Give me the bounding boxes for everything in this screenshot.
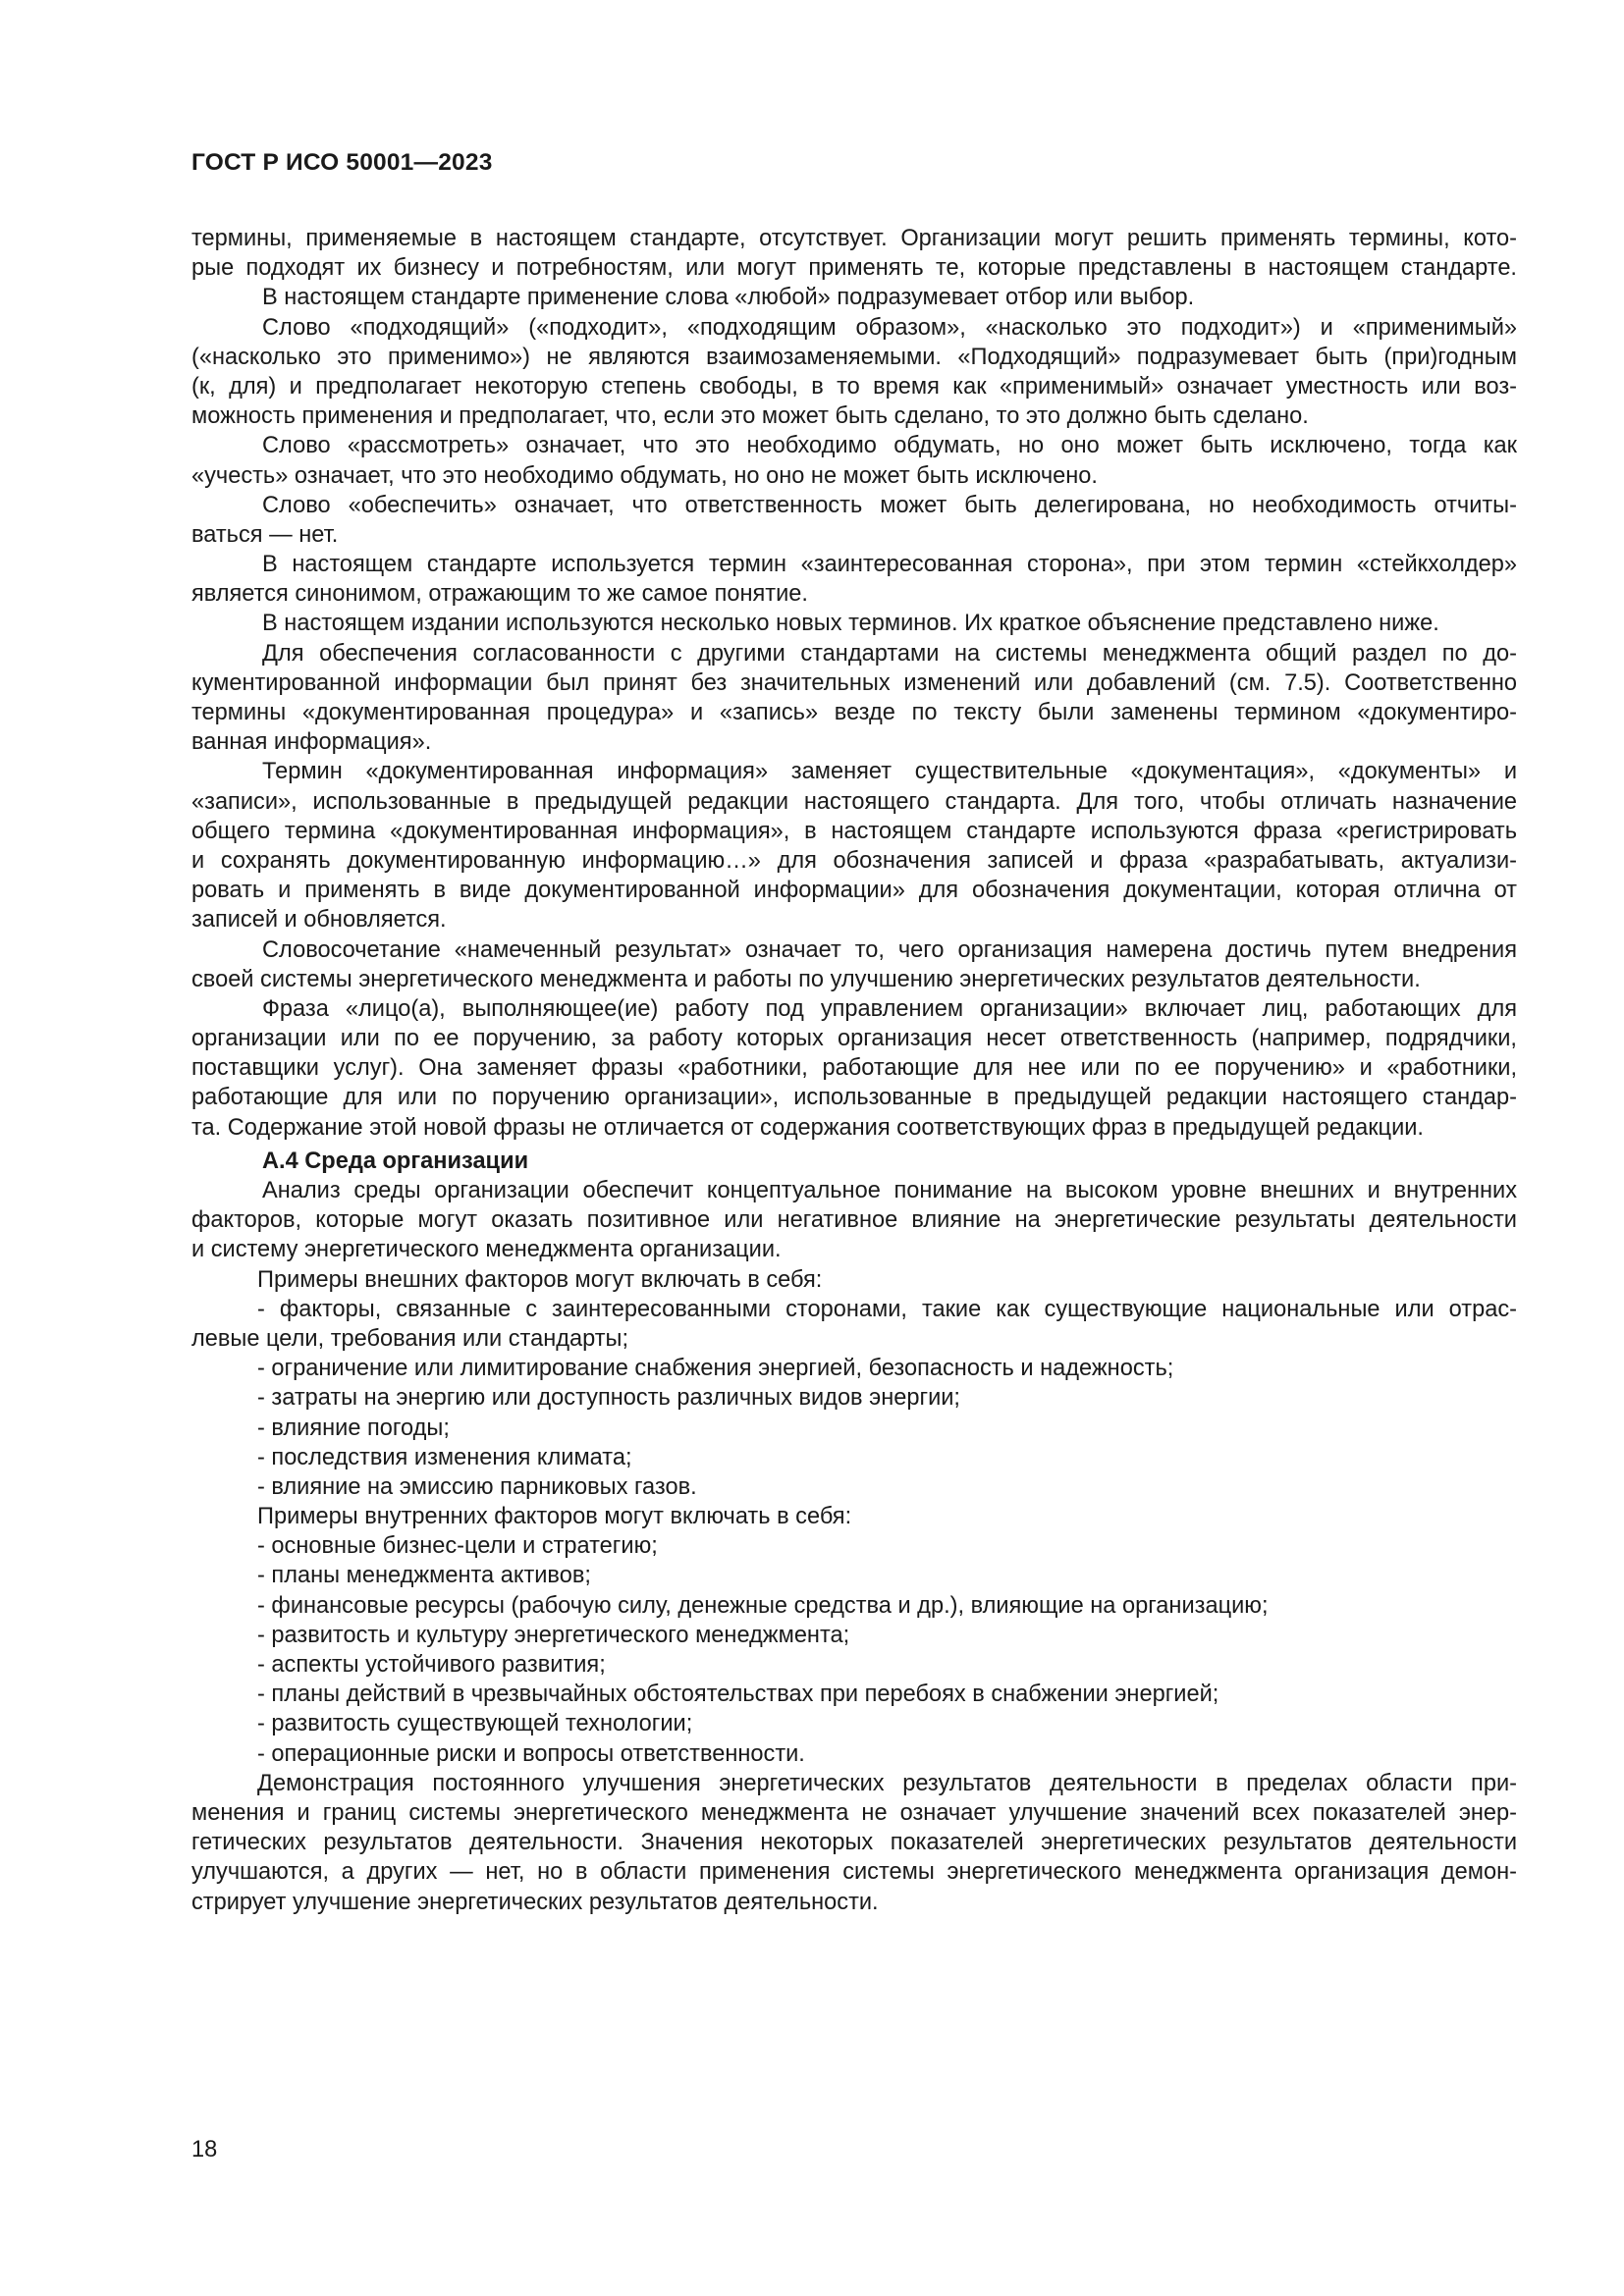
text-line: Слово «обеспечить» означает, что ответственность может быть делегирована, но необходимость отчиты- xyxy=(262,492,1517,518)
list-item: - развитость и культуру энергетического менеджмента; xyxy=(257,1622,850,1648)
list-item: - финансовые ресурсы (рабочую силу, денежные средства и др.), влияющие на организацию; xyxy=(257,1592,1269,1619)
text-line: термины, применяемые в настоящем стандарте, отсутствует. Организации могут решить применять термины, кото- xyxy=(191,226,1517,251)
text-line: Для обеспечения согласованности с другими стандартами на системы менеджмента общий раздел по до- xyxy=(262,640,1517,667)
text-line: В настоящем издании используются несколько новых терминов. Их краткое объяснение представлено ниже. xyxy=(262,611,1439,637)
list-item: - затраты на энергию или доступность различных видов энергии; xyxy=(257,1385,960,1412)
section-heading: А.4 Среда организации xyxy=(262,1148,529,1174)
text-line: является синонимом, отражающим то же самое понятие. xyxy=(191,581,808,608)
text-line: «учесть» означает, что это необходимо обдумать, но оно не может быть исключено. xyxy=(191,462,1098,489)
text-line: стрирует улучшение энергетических результатов деятельности. xyxy=(191,1889,879,1915)
text-line: В настоящем стандарте используется термин «заинтересованная сторона», при этом термин «стейкхолдер» xyxy=(262,552,1517,578)
text-line: Словосочетание «намеченный результат» означает то, чего организация намерена достичь путем внедрения xyxy=(262,936,1517,963)
text-line: Слово «подходящий» («подходит», «подходящим образом», «насколько это подходит») и «применимый» xyxy=(262,314,1517,341)
text-line: Примеры внутренних факторов могут включать в себя: xyxy=(257,1504,852,1530)
text-line: (к, для) и предполагает некоторую степень свободы, в то время как «применимый» означает уместность или воз- xyxy=(191,373,1517,400)
list-item: - планы действий в чрезвычайных обстоятельствах при перебоях в снабжении энергией; xyxy=(257,1682,1219,1708)
text-line: Термин «документированная информация» заменяет существительные «документация», «документы» и xyxy=(262,759,1517,785)
body-text xyxy=(191,224,1517,1917)
text-line: организации или по ее поручению, за работу которых организация несет ответственность (например, подрядчики, xyxy=(191,1026,1517,1052)
text-line: своей системы энергетического менеджмента и работы по улучшению энергетических результатов деятельности. xyxy=(191,966,1421,992)
text-line: записей и обновляется. xyxy=(191,907,447,934)
text-line: «записи», использованные в предыдущей редакции настоящего стандарта. Для того, чтобы отличать назначение xyxy=(191,788,1517,815)
list-item: - аспекты устойчивого развития; xyxy=(257,1652,606,1678)
list-item: - операционные риски и вопросы ответственности. xyxy=(257,1740,805,1767)
text-line: Слово «рассмотреть» означает, что это необходимо обдумать, но оно может быть исключено, тогда как xyxy=(262,433,1517,459)
text-line: Примеры внешних факторов могут включать в себя: xyxy=(257,1266,823,1293)
page-header: ГОСТ Р ИСО 50001—2023 xyxy=(191,149,493,176)
text-line: можность применения и предполагает, что, если это может быть сделано, то это должно быть сделано. xyxy=(191,403,1309,430)
text-line: кументированной информации был принят без значительных изменений или добавлений (см. 7.5). Соответственно xyxy=(191,669,1517,696)
text-line: термины «документированная процедура» и «запись» везде по тексту были заменены термином «документиро- xyxy=(191,700,1517,725)
text-line: Фраза «лицо(а), выполняющее(ие) работу под управлением организации» включает лиц, работающих для xyxy=(262,995,1517,1022)
text-line: та. Содержание этой новой фразы не отличается от содержания соответствующих фраз в предыдущей редакции. xyxy=(191,1114,1424,1141)
text-line: ваться — нет. xyxy=(191,521,339,548)
text-line: и сохранять документированную информацию…» для обозначения записей и фраза «разрабатывать, актуализи- xyxy=(191,847,1517,874)
text-line: гетических результатов деятельности. Значения некоторых показателей энергетических результатов деятельности xyxy=(191,1830,1517,1856)
text-line: ванная информация». xyxy=(191,729,432,756)
text-line: общего термина «документированная информация», в настоящем стандарте используются фраза «регистрировать xyxy=(191,818,1517,844)
list-item: - влияние погоды; xyxy=(257,1415,450,1441)
list-item: - влияние на эмиссию парниковых газов. xyxy=(257,1473,697,1500)
text-line: поставщики услуг). Она заменяет фразы «работники, работающие для нее или по ее поручению» и «работники, xyxy=(191,1055,1517,1082)
text-line: Анализ среды организации обеспечит концептуальное понимание на высоком уровне внешних и внутренних xyxy=(262,1178,1517,1203)
text-line: рые подходят их бизнесу и потребностям, или могут применять те, которые представлены в настоящем стандарте. xyxy=(191,255,1517,282)
text-line: факторов, которые могут оказать позитивное или негативное влияние на энергетические результаты деятельности xyxy=(191,1207,1517,1234)
list-item: - ограничение или лимитирование снабжения энергией, безопасность и надежность; xyxy=(257,1356,1174,1382)
text-line: улучшаются, а других — нет, но в области применения системы энергетического менеджмента организация демон- xyxy=(191,1859,1517,1886)
list-item: - основные бизнес-цели и стратегию; xyxy=(257,1533,658,1560)
page-number: 18 xyxy=(191,2137,218,2163)
text-line: ровать и применять в виде документированной информации» для обозначения документации, которая отлична от xyxy=(191,878,1517,904)
text-line: В настоящем стандарте применение слова «любой» подразумевает отбор или выбор. xyxy=(262,285,1195,311)
text-line: Демонстрация постоянного улучшения энергетических результатов деятельности в пределах области при- xyxy=(257,1770,1517,1796)
text-line: («насколько это применимо») не являются взаимозаменяемыми. «Подходящий» подразумевает быть (при)годным xyxy=(191,344,1517,370)
list-item: - факторы, связанные с заинтересованными сторонами, такие как существующие национальные или отрас- xyxy=(257,1296,1517,1322)
text-line: и систему энергетического менеджмента организации. xyxy=(191,1237,782,1263)
text-line: менения и границ системы энергетического менеджмента не означает улучшение значений всех показателей энер- xyxy=(191,1799,1517,1826)
list-item: - развитость существующей технологии; xyxy=(257,1711,693,1737)
list-item: - планы менеджмента активов; xyxy=(257,1563,591,1589)
list-item-continuation: левые цели, требования или стандарты; xyxy=(191,1325,629,1352)
text-line: работающие для или по поручению организации», использованные в предыдущей редакции настоящего стандар- xyxy=(191,1085,1517,1111)
list-item: - последствия изменения климата; xyxy=(257,1444,632,1470)
